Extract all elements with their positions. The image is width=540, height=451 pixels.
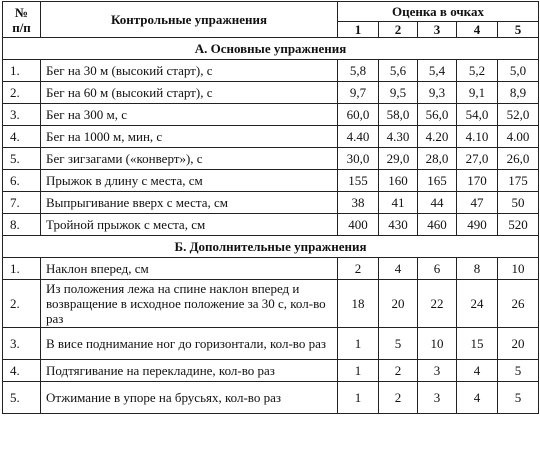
score-grade-2: 160 bbox=[379, 170, 418, 192]
exercise-name: Бег на 60 м (высокий старт), с bbox=[41, 82, 338, 104]
score-grade-1: 1 bbox=[338, 360, 379, 382]
table-row bbox=[3, 104, 539, 126]
score-grade-3: 4.20 bbox=[418, 126, 457, 148]
score-grade-2: 2 bbox=[379, 360, 418, 382]
row-number: 1. bbox=[3, 258, 41, 280]
score-grade-1: 30,0 bbox=[338, 148, 379, 170]
exercise-name: Бег зигзагами («конверт»), с bbox=[41, 148, 338, 170]
score-grade-5: 20 bbox=[498, 328, 539, 360]
score-grade-2: 29,0 bbox=[379, 148, 418, 170]
score-grade-3: 56,0 bbox=[418, 104, 457, 126]
exercise-name: Бег на 1000 м, мин, с bbox=[41, 126, 338, 148]
section-header-row bbox=[3, 236, 539, 258]
score-grade-2: 2 bbox=[379, 382, 418, 414]
exercise-name: Подтягивание на перекладине, кол-во раз bbox=[41, 360, 338, 382]
header-exercises: Контрольные упражнения bbox=[41, 2, 338, 38]
score-grade-3: 460 bbox=[418, 214, 457, 236]
score-grade-4: 9,1 bbox=[457, 82, 498, 104]
table-row bbox=[3, 60, 539, 82]
score-grade-3: 165 bbox=[418, 170, 457, 192]
table-row bbox=[3, 214, 539, 236]
row-number: 2. bbox=[3, 82, 41, 104]
score-grade-1: 60,0 bbox=[338, 104, 379, 126]
grade-3: 3 bbox=[418, 22, 457, 38]
score-grade-4: 490 bbox=[457, 214, 498, 236]
score-grade-1: 38 bbox=[338, 192, 379, 214]
table-row bbox=[3, 170, 539, 192]
score-grade-2: 58,0 bbox=[379, 104, 418, 126]
score-grade-4: 5,2 bbox=[457, 60, 498, 82]
section-title: А. Основные упражнения bbox=[3, 38, 539, 60]
row-number: 4. bbox=[3, 126, 41, 148]
score-grade-3: 3 bbox=[418, 360, 457, 382]
score-grade-3: 5,4 bbox=[418, 60, 457, 82]
score-grade-2: 5 bbox=[379, 328, 418, 360]
exercise-name: Прыжок в длину с места, см bbox=[41, 170, 338, 192]
grade-4: 4 bbox=[457, 22, 498, 38]
score-grade-1: 5,8 bbox=[338, 60, 379, 82]
score-grade-5: 26,0 bbox=[498, 148, 539, 170]
score-grade-5: 26 bbox=[498, 280, 539, 328]
section-title: Б. Дополнительные упражнения bbox=[3, 236, 539, 258]
score-grade-4: 47 bbox=[457, 192, 498, 214]
section-header-row bbox=[3, 38, 539, 60]
exercise-name: Бег на 300 м, с bbox=[41, 104, 338, 126]
score-grade-4: 4.10 bbox=[457, 126, 498, 148]
row-number: 3. bbox=[3, 328, 41, 360]
row-number: 8. bbox=[3, 214, 41, 236]
table-row bbox=[3, 280, 539, 328]
score-grade-2: 4.30 bbox=[379, 126, 418, 148]
exercise-name: Отжимание в упоре на брусьях, кол-во раз bbox=[41, 382, 338, 414]
row-number: 3. bbox=[3, 104, 41, 126]
table-body bbox=[3, 38, 539, 414]
score-grade-2: 20 bbox=[379, 280, 418, 328]
exercise-name: Бег на 30 м (высокий старт), с bbox=[41, 60, 338, 82]
table-row bbox=[3, 126, 539, 148]
table-row bbox=[3, 360, 539, 382]
table-row bbox=[3, 382, 539, 414]
exercise-name: Наклон вперед, см bbox=[41, 258, 338, 280]
score-grade-4: 15 bbox=[457, 328, 498, 360]
score-grade-3: 3 bbox=[418, 382, 457, 414]
table-row bbox=[3, 258, 539, 280]
row-number: 7. bbox=[3, 192, 41, 214]
row-number: 5. bbox=[3, 382, 41, 414]
exercise-name: Из положения лежа на спине наклон вперед и возвращение в исходное положение за 30 с, кол-во раз bbox=[41, 280, 338, 328]
exercise-name: Выпрыгивание вверх с места, см bbox=[41, 192, 338, 214]
score-grade-5: 52,0 bbox=[498, 104, 539, 126]
score-grade-4: 170 bbox=[457, 170, 498, 192]
score-grade-1: 1 bbox=[338, 328, 379, 360]
header-grade: Оценка в очках bbox=[338, 2, 539, 22]
score-grade-1: 9,7 bbox=[338, 82, 379, 104]
score-grade-1: 4.40 bbox=[338, 126, 379, 148]
score-grade-5: 5 bbox=[498, 382, 539, 414]
row-number: 5. bbox=[3, 148, 41, 170]
score-grade-5: 10 bbox=[498, 258, 539, 280]
exercise-name: В висе поднимание ног до горизонтали, кол-во раз bbox=[41, 328, 338, 360]
table-row bbox=[3, 328, 539, 360]
score-grade-3: 10 bbox=[418, 328, 457, 360]
exercise-grading-table bbox=[2, 1, 539, 414]
table-row bbox=[3, 82, 539, 104]
score-grade-4: 54,0 bbox=[457, 104, 498, 126]
score-grade-4: 4 bbox=[457, 382, 498, 414]
score-grade-1: 155 bbox=[338, 170, 379, 192]
score-grade-4: 24 bbox=[457, 280, 498, 328]
grade-5: 5 bbox=[498, 22, 539, 38]
score-grade-3: 44 bbox=[418, 192, 457, 214]
score-grade-5: 5 bbox=[498, 360, 539, 382]
score-grade-1: 1 bbox=[338, 382, 379, 414]
score-grade-5: 4.00 bbox=[498, 126, 539, 148]
score-grade-5: 8,9 bbox=[498, 82, 539, 104]
score-grade-1: 18 bbox=[338, 280, 379, 328]
score-grade-2: 41 bbox=[379, 192, 418, 214]
score-grade-2: 5,6 bbox=[379, 60, 418, 82]
row-number: 4. bbox=[3, 360, 41, 382]
score-grade-3: 9,3 bbox=[418, 82, 457, 104]
score-grade-1: 2 bbox=[338, 258, 379, 280]
score-grade-4: 4 bbox=[457, 360, 498, 382]
grade-1: 1 bbox=[338, 22, 379, 38]
score-grade-5: 175 bbox=[498, 170, 539, 192]
score-grade-2: 430 bbox=[379, 214, 418, 236]
score-grade-4: 27,0 bbox=[457, 148, 498, 170]
score-grade-5: 520 bbox=[498, 214, 539, 236]
grade-2: 2 bbox=[379, 22, 418, 38]
row-number: 1. bbox=[3, 60, 41, 82]
score-grade-3: 6 bbox=[418, 258, 457, 280]
score-grade-2: 9,5 bbox=[379, 82, 418, 104]
score-grade-5: 5,0 bbox=[498, 60, 539, 82]
score-grade-4: 8 bbox=[457, 258, 498, 280]
score-grade-2: 4 bbox=[379, 258, 418, 280]
score-grade-1: 400 bbox=[338, 214, 379, 236]
header-row bbox=[3, 2, 539, 22]
exercise-name: Тройной прыжок с места, см bbox=[41, 214, 338, 236]
score-grade-3: 28,0 bbox=[418, 148, 457, 170]
table-row bbox=[3, 192, 539, 214]
table-row bbox=[3, 148, 539, 170]
header-num: № п/п bbox=[3, 2, 41, 38]
row-number: 2. bbox=[3, 280, 41, 328]
row-number: 6. bbox=[3, 170, 41, 192]
score-grade-5: 50 bbox=[498, 192, 539, 214]
score-grade-3: 22 bbox=[418, 280, 457, 328]
